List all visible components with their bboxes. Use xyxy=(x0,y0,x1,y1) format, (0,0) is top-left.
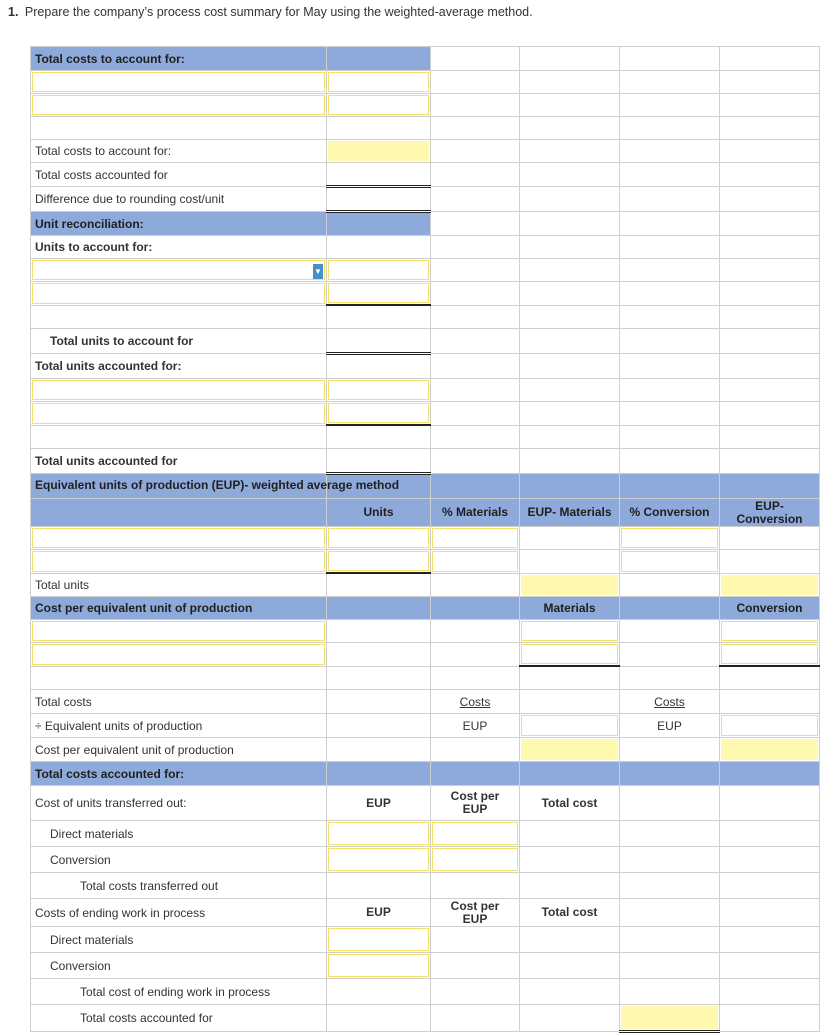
transferred-conv-cost-per-eup-input[interactable] xyxy=(432,848,518,871)
total-units-accounted-header: Total units accounted for: xyxy=(31,354,327,379)
materials-eup-input[interactable] xyxy=(521,715,618,736)
cost-per-eup-input-row-1 xyxy=(31,620,820,643)
eup-conversion-total[interactable] xyxy=(721,575,818,596)
ending-conv-row xyxy=(31,953,820,979)
conversion-total-costs-value[interactable] xyxy=(720,690,820,714)
cost-per-eup-materials-col: Materials xyxy=(520,597,620,620)
total-transferred-row xyxy=(31,873,820,899)
grand-total-row xyxy=(31,1005,820,1032)
cost-per-eup-conversion-input-2[interactable] xyxy=(721,644,818,664)
grand-total-value[interactable] xyxy=(621,1006,718,1029)
total-costs-accounted-label: Total costs accounted for xyxy=(31,163,327,187)
col-pct-conversion: % Conversion xyxy=(620,499,720,527)
cost-per-eup-result-row xyxy=(31,738,820,762)
units-accounted-amount-input-2[interactable] xyxy=(328,403,429,423)
cost-per-eup-header-row xyxy=(31,597,820,620)
unit-reconciliation-header: Unit reconciliation: xyxy=(31,212,327,236)
eup-units-input-2[interactable] xyxy=(328,551,429,571)
ending-dm-label: Direct materials xyxy=(31,927,327,953)
total-transferred-label: Total costs transferred out xyxy=(31,873,327,899)
cost-per-eup-input-row-2 xyxy=(31,643,820,667)
total-units-to-account-row xyxy=(31,329,820,354)
cost-per-eup-materials-input-2[interactable] xyxy=(521,644,618,664)
ending-wip-label: Costs of ending work in process xyxy=(31,899,327,927)
units-input-row-1 xyxy=(31,259,820,282)
transferred-out-eup-col: EUP xyxy=(327,786,431,821)
transferred-out-label: Cost of units transferred out: xyxy=(31,786,327,821)
materials-costs-link[interactable]: Costs xyxy=(459,694,491,709)
cost-per-eup-label-input-2[interactable] xyxy=(32,644,325,665)
costs-header: Total costs to account for: xyxy=(31,47,327,71)
eup-units-input-1[interactable] xyxy=(328,528,429,548)
transferred-dm-label: Direct materials xyxy=(31,821,327,847)
units-to-account-header-row xyxy=(31,236,820,259)
eup-label-input-2[interactable] xyxy=(32,551,325,572)
cost-amount-input-1[interactable] xyxy=(328,72,429,92)
units-input-row-2 xyxy=(31,282,820,306)
eup-total-units-row xyxy=(31,573,820,597)
eup-header: Equivalent units of production (EUP)- weighted average method xyxy=(35,478,400,492)
units-amount-input-2[interactable] xyxy=(328,283,429,303)
transferred-conv-eup-input[interactable] xyxy=(328,848,429,871)
units-amount-input-1[interactable] xyxy=(328,260,429,280)
cost-per-eup-materials-input-1[interactable] xyxy=(521,621,618,641)
cost-per-eup-result-label: Cost per equivalent unit of production xyxy=(31,738,327,762)
units-to-account-label: Units to account for: xyxy=(31,236,327,259)
cost-input-row-1 xyxy=(31,71,820,94)
col-pct-materials: % Materials xyxy=(431,499,520,527)
cost-per-eup-conversion-input-1[interactable] xyxy=(721,621,818,641)
eup-input-row-1 xyxy=(31,527,820,550)
units-accounted-amount-input-1[interactable] xyxy=(328,380,429,400)
total-ending-wip-row xyxy=(31,979,820,1005)
cost-per-eup-conversion-col: Conversion xyxy=(720,597,820,620)
eup-header-row xyxy=(31,474,820,499)
worksheet-grid xyxy=(30,46,820,1033)
total-ending-wip-value[interactable] xyxy=(520,979,620,1005)
ending-conv-label: Conversion xyxy=(31,953,327,979)
eup-input-row-2 xyxy=(31,550,820,574)
cost-summary-worksheet xyxy=(30,46,820,1033)
transferred-conv-row xyxy=(31,847,820,873)
eup-pct-materials-input-1[interactable] xyxy=(432,528,518,548)
total-costs-to-account-row xyxy=(31,140,820,163)
units-label-dropdown[interactable] xyxy=(32,260,325,280)
ending-wip-cost-per-eup-col: Cost per EUP xyxy=(431,899,520,927)
unit-reconciliation-header-row xyxy=(31,212,820,236)
total-units-accounted-value[interactable] xyxy=(327,449,431,474)
materials-total-costs-value[interactable] xyxy=(520,690,620,714)
ending-conv-eup-input[interactable] xyxy=(328,954,429,977)
cost-label-input-2[interactable] xyxy=(32,95,325,115)
total-costs-accounted-value[interactable] xyxy=(327,163,431,187)
cost-input-row-2 xyxy=(31,94,820,117)
rounding-difference-row xyxy=(31,187,820,212)
eup-total-units-label: Total units xyxy=(31,573,327,597)
units-accounted-input-row-2 xyxy=(31,402,820,426)
total-transferred-value[interactable] xyxy=(520,873,620,899)
materials-eup-label: EUP xyxy=(431,714,520,738)
transferred-out-total-cost-col: Total cost xyxy=(520,786,620,821)
rounding-difference-value[interactable] xyxy=(327,187,431,212)
transferred-out-cost-per-eup-col: Cost per EUP xyxy=(431,786,520,821)
total-costs-to-account-value[interactable] xyxy=(328,141,429,161)
eup-pct-conversion-input-2[interactable] xyxy=(621,551,718,572)
conversion-cost-per-eup-value[interactable] xyxy=(721,739,818,760)
eup-materials-total[interactable] xyxy=(521,575,618,596)
eup-columns-row xyxy=(31,499,820,527)
ending-dm-eup-input[interactable] xyxy=(328,928,429,951)
eup-pct-materials-input-2[interactable] xyxy=(432,551,518,572)
ending-wip-total-cost-col: Total cost xyxy=(520,899,620,927)
cost-label-input-1[interactable] xyxy=(32,72,325,92)
grand-total-label: Total costs accounted for xyxy=(31,1005,327,1032)
eup-total-units-value[interactable] xyxy=(327,573,431,597)
eup-pct-conversion-input-1[interactable] xyxy=(621,528,718,548)
conversion-eup-label: EUP xyxy=(620,714,720,738)
cost-amount-input-2[interactable] xyxy=(328,95,429,115)
accounted-header-row xyxy=(31,762,820,786)
total-units-accounted-header-row xyxy=(31,354,820,379)
ending-wip-eup-col: EUP xyxy=(327,899,431,927)
total-units-to-account-label: Total units to account for xyxy=(31,329,327,354)
cost-per-eup-total-costs-row xyxy=(31,690,820,714)
col-units: Units xyxy=(327,499,431,527)
units-label-input-2[interactable] xyxy=(32,283,325,304)
col-eup-conversion: EUP- Conversion xyxy=(720,499,820,527)
accounted-header: Total costs accounted for: xyxy=(31,762,327,786)
question-prompt: Prepare the company’s process cost summary for May using the weighted-average method. xyxy=(24,5,533,19)
cost-per-eup-divide-row xyxy=(31,714,820,738)
units-accounted-label-input-1[interactable] xyxy=(32,380,325,400)
transferred-conv-label: Conversion xyxy=(31,847,327,873)
conversion-eup-input[interactable] xyxy=(721,715,818,736)
units-accounted-label-input-2[interactable] xyxy=(32,403,325,424)
total-units-accounted-label: Total units accounted for xyxy=(31,449,327,474)
units-accounted-input-row-1 xyxy=(31,379,820,402)
total-ending-wip-label: Total cost of ending work in process xyxy=(31,979,327,1005)
question-text xyxy=(8,5,533,19)
conversion-costs-link[interactable]: Costs xyxy=(654,694,685,709)
rounding-difference-label: Difference due to rounding cost/unit xyxy=(31,187,327,212)
eup-label-input-1[interactable] xyxy=(32,528,325,548)
ending-wip-header-row xyxy=(31,899,820,927)
transferred-dm-eup-input[interactable] xyxy=(328,822,429,845)
total-costs-to-account-label: Total costs to account for: xyxy=(31,140,327,163)
cost-per-eup-header: Cost per equivalent unit of production xyxy=(31,597,327,620)
total-units-accounted-row xyxy=(31,449,820,474)
col-eup-materials: EUP- Materials xyxy=(520,499,620,527)
materials-cost-per-eup-value[interactable] xyxy=(521,739,618,760)
chevron-down-icon[interactable]: ▼ xyxy=(313,264,323,279)
question-number: 1. xyxy=(8,5,19,19)
total-units-to-account-value[interactable] xyxy=(327,329,431,354)
divide-eup-label: ÷ Equivalent units of production xyxy=(31,714,327,738)
transferred-out-header-row xyxy=(31,786,820,821)
total-costs-accounted-row xyxy=(31,163,820,187)
transferred-dm-cost-per-eup-input[interactable] xyxy=(432,822,518,845)
cost-per-eup-label-input-1[interactable] xyxy=(32,621,325,641)
cost-per-eup-total-costs-label: Total costs xyxy=(31,690,327,714)
costs-header-row xyxy=(31,47,820,71)
ending-dm-row xyxy=(31,927,820,953)
transferred-dm-row xyxy=(31,821,820,847)
